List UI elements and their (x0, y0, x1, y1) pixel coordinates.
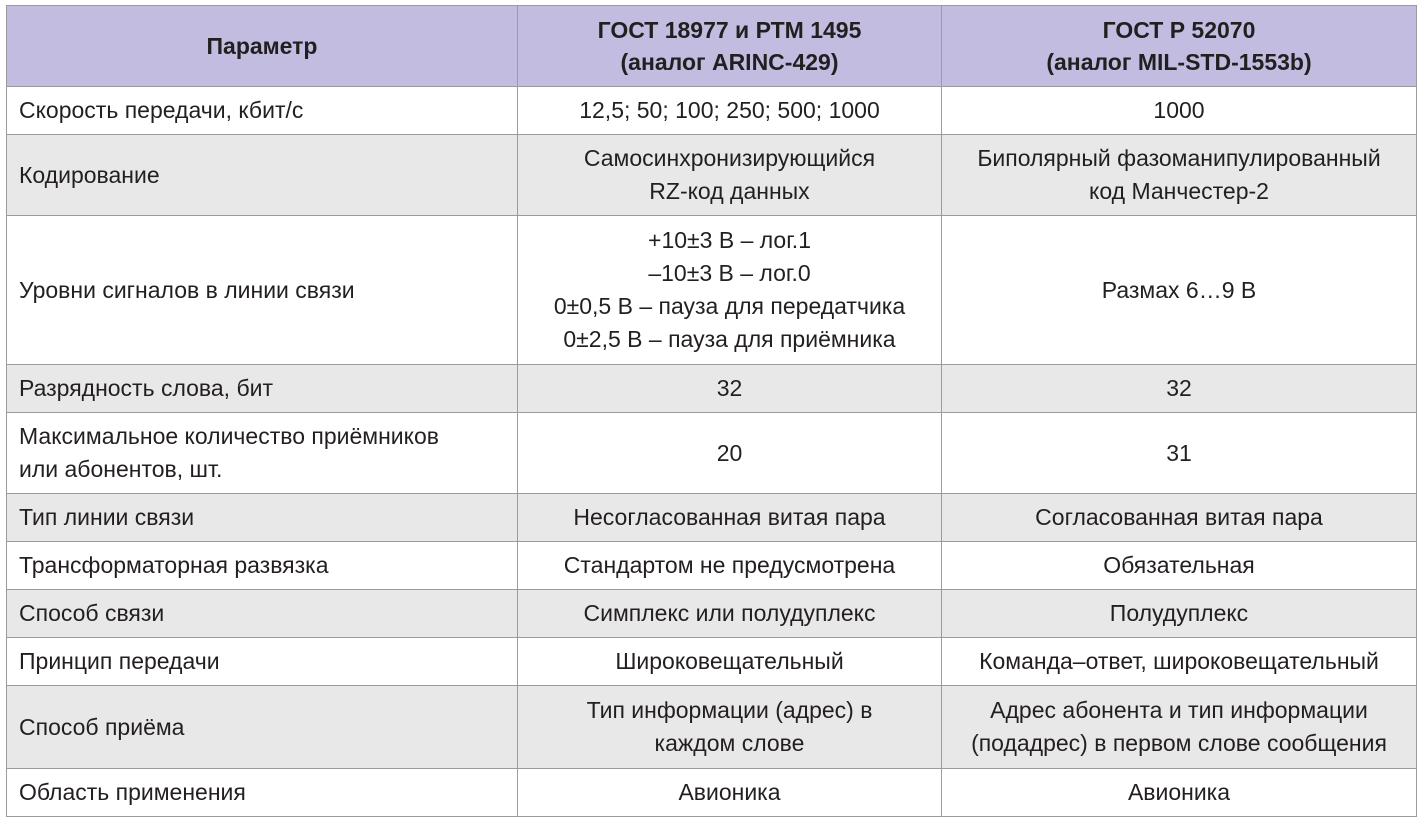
param-cell: Способ связи (7, 590, 518, 638)
table-body (7, 87, 1417, 817)
param-cell: Трансформаторная развязка (7, 542, 518, 590)
table-header (7, 6, 1417, 87)
arinc-cell: Авионика (518, 769, 942, 817)
param-cell: Максимальное количество приёмников или абонентов, шт. (7, 413, 518, 494)
table-row (7, 686, 1417, 769)
header-param: Параметр (7, 6, 518, 87)
table-row (7, 590, 1417, 638)
mil-std-cell: 1000 (942, 87, 1417, 135)
mil-std-cell: 31 (942, 413, 1417, 494)
table-row (7, 542, 1417, 590)
mil-std-cell: Согласованная витая пара (942, 494, 1417, 542)
arinc-cell: 20 (518, 413, 942, 494)
mil-std-cell: Адрес абонента и тип информации (подадрес) в первом слове сообщения (942, 686, 1417, 769)
mil-std-cell: Биполярный фазоманипулированный код Манчестер-2 (942, 135, 1417, 216)
table-row (7, 216, 1417, 365)
table-row (7, 769, 1417, 817)
arinc-cell: Самосинхронизирующийся RZ-код данных (518, 135, 942, 216)
mil-std-cell: Размах 6…9 В (942, 216, 1417, 365)
param-cell: Скорость передачи, кбит/с (7, 87, 518, 135)
arinc-cell: +10±3 В – лог.1 –10±3 В – лог.0 0±0,5 В – пауза для передатчика 0±2,5 В – пауза для приёмника (518, 216, 942, 365)
param-cell: Принцип передачи (7, 638, 518, 686)
arinc-cell: Несогласованная витая пара (518, 494, 942, 542)
header-row (7, 6, 1417, 87)
param-cell: Тип линии связи (7, 494, 518, 542)
header-arinc: ГОСТ 18977 и РТМ 1495 (аналог ARINC-429) (518, 6, 942, 87)
arinc-cell: 12,5; 50; 100; 250; 500; 1000 (518, 87, 942, 135)
header-mil-std: ГОСТ Р 52070 (аналог MIL-STD-1553b) (942, 6, 1417, 87)
mil-std-cell: Команда–ответ, широковещательный (942, 638, 1417, 686)
arinc-cell: Тип информации (адрес) в каждом слове (518, 686, 942, 769)
mil-std-cell: Обязательная (942, 542, 1417, 590)
arinc-cell: 32 (518, 365, 942, 413)
table-row (7, 365, 1417, 413)
arinc-cell: Симплекс или полудуплекс (518, 590, 942, 638)
mil-std-cell: Полудуплекс (942, 590, 1417, 638)
mil-std-cell: 32 (942, 365, 1417, 413)
table-row (7, 135, 1417, 216)
param-cell: Уровни сигналов в линии связи (7, 216, 518, 365)
param-cell: Способ приёма (7, 686, 518, 769)
table-row (7, 87, 1417, 135)
param-cell: Разрядность слова, бит (7, 365, 518, 413)
comparison-table (6, 5, 1417, 817)
table-row (7, 494, 1417, 542)
arinc-cell: Стандартом не предусмотрена (518, 542, 942, 590)
param-cell: Кодирование (7, 135, 518, 216)
arinc-cell: Широковещательный (518, 638, 942, 686)
mil-std-cell: Авионика (942, 769, 1417, 817)
table-row (7, 413, 1417, 494)
param-cell: Область применения (7, 769, 518, 817)
table-row (7, 638, 1417, 686)
